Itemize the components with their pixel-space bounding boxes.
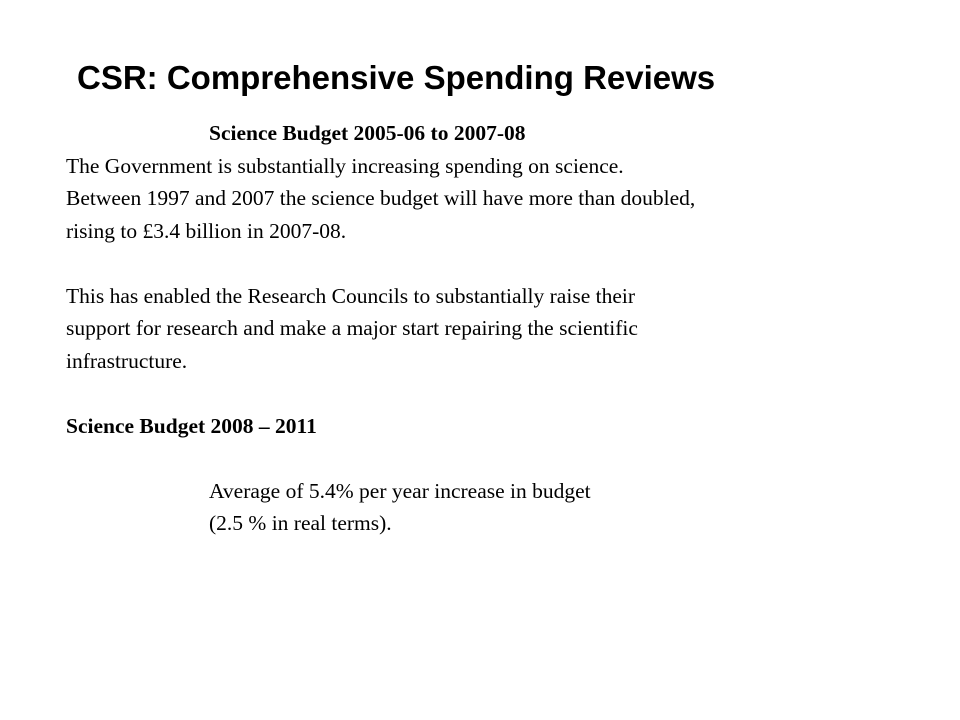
text-line: (2.5 % in real terms). bbox=[209, 511, 392, 535]
section-heading-2005-2008: Science Budget 2005-06 to 2007-08 bbox=[209, 121, 526, 145]
blank-line bbox=[66, 377, 926, 410]
slide-body bbox=[66, 117, 926, 540]
blank-line bbox=[66, 442, 926, 475]
section-heading-2008-2011: Science Budget 2008 – 2011 bbox=[66, 413, 317, 438]
text-line: This has enabled the Research Councils to substantially raise their bbox=[66, 283, 636, 308]
text-line: Between 1997 and 2007 the science budget will have more than doubled, bbox=[66, 186, 696, 210]
slide-title: CSR: Comprehensive Spending Reviews bbox=[77, 59, 716, 96]
text-line: The Government is substantially increasing spending on science. bbox=[66, 153, 624, 178]
blank-line bbox=[66, 247, 926, 280]
text-line: infrastructure. bbox=[66, 348, 188, 373]
text-line: support for research and make a major start repairing the scientific bbox=[66, 316, 638, 340]
text-line: rising to £3.4 billion in 2007-08. bbox=[66, 218, 347, 243]
text-line: Average of 5.4% per year increase in budget bbox=[209, 478, 591, 503]
